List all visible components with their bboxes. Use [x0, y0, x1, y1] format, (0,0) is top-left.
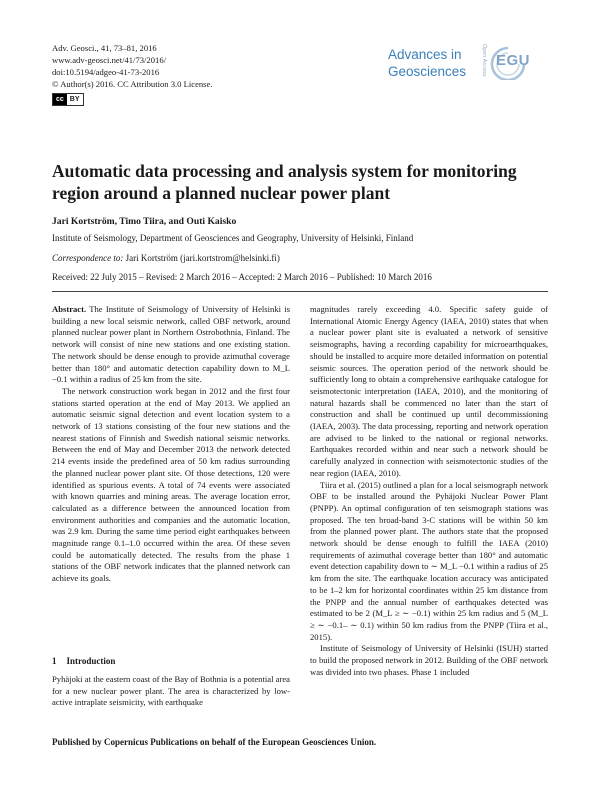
column2-paragraph-1: magnitudes rarely exceeding 4.0. Specific safety guide of International Atomic Energy Agency (IAEA, 2010) states that when a nuclear power plant site is evaluated a network of sensitive seismographs, having a recording capability for microearthquakes, should be installed to acquire more detailed information on potential seismic sources. The operation period of the network should be sufficiently long to obtain a comprehensive earthquake catalogue for seismotectonic interpretation (IAEA, 2010), and the monitoring of natural hazards shall be commenced no later than the start of construction and shall be continued up until decommissioning (IAEA, 2003). The data processing, reporting and network operation are advised to be linked to the national or regional networks. Earthquakes recorded within and near such a network should be carefully analyzed in connection with seismotectonic studies of the near region (IAEA, 2010).	[310, 304, 548, 478]
column2-paragraph-3: Institute of Seismology of University of Helsinki (ISUH) started to build the proposed network in 2012. Building of the OBF network was divided into two phases. Phase 1 included	[310, 643, 548, 677]
abstract-paragraph-2: The network construction work began in 2012 and the first four stations started operation at the end of May 2013. We applied an automatic seismic signal detection and event location system to a network of 13 stations consisting of the four new stations and the nearest stations of Finnish and Swedish national seismic networks. Between the end of May and December 2013 the network detected 214 events inside the predefined area of 50 km radius surrounding the planned nuclear power plant site. Of those detections, 120 were identified as spurious events. A total of 74 events were associated with known quarries and mining areas. The average location error, calculated as a difference between the announced location from environment authorities and companies and the automatic location, was 2.9 km. During the same time period eight earthquakes between magnitude range 0.1–1.0 occurred within the area. Of these seven could be automatically detected. The results from the phase 1 stations of the OBF network indicates that the planned network can achieve its goals.	[52, 385, 290, 584]
section-heading-introduction	[52, 656, 115, 666]
section-number: 1	[52, 656, 57, 666]
correspondence	[52, 253, 280, 263]
paper-title: Automatic data processing and analysis system for monitoring region around a planned nuclear power plant	[52, 161, 517, 203]
correspondence-value[interactable]: Jari Kortström (jari.kortstrom@helsinki.fi)	[123, 253, 280, 263]
cc-by-badge[interactable]	[52, 93, 84, 106]
affiliation: Institute of Seismology, Department of Geosciences and Geography, University of Helsinki, Finland	[52, 233, 414, 243]
open-access-label: Open Access	[481, 44, 487, 77]
abstract-label: Abstract.	[52, 304, 87, 314]
column-right	[310, 304, 548, 679]
license-statement: © Author(s) 2016. CC Attribution 3.0 License.	[52, 79, 213, 89]
journal-name-line1: Advances in	[388, 47, 462, 62]
journal-name	[388, 46, 466, 80]
introduction-paragraph-1: Pyhäjoki at the eastern coast of the Bay of Bothnia is a potential area for a new nuclear power plant. The area is characterized by low-active intraplate seismicity, with earthquake	[52, 674, 290, 708]
cc-badge-left: cc	[53, 94, 67, 105]
header-divider	[52, 291, 548, 292]
journal-brand	[388, 42, 548, 92]
article-url[interactable]: www.adv-geosci.net/41/73/2016/	[52, 55, 167, 65]
journal-name-line2: Geosciences	[388, 64, 467, 79]
publisher-footer: Published by Copernicus Publications on behalf of the European Geosciences Union.	[52, 737, 377, 747]
doi[interactable]: doi:10.5194/adgeo-41-73-2016	[52, 67, 160, 77]
abstract-text-1: The Institute of Seismology of University of Helsinki is building a new local seismic network, called OBF network, around planned nuclear power plant in Northern Ostrobothnia, Finland. The network will consist of nine new stations and one existing station. The network should be dense enough to provide azimuthal coverage better than 180° and automatic detection capability down to M_L −0.1 within a radius of 25 km from the site.	[52, 304, 290, 385]
abstract-paragraph-1	[52, 304, 290, 386]
column2-paragraph-2: Tiira et al. (2015) outlined a plan for a local seismograph network OBF to be installed around the Pyhäjoki Nuclear Power Plant (PNPP). An optimal configuration of ten seismograph stations was proposed. The ten broad-band 3-C stations will be within 50 km from the planned power plant. The authors state that the proposed network should be dense enough to fulfill the IAEA (2010) requirements of azimuthal coverage better than 180° and automatic event detection capability down to ∼ M_L −0.1 within a radius of 25 km from the site. The earthquake location accuracy was anticipated to be 1–2 km for horizontal coordinates within 25 km distance from the PNPP and the annual number of earthquakes detected was estimated to be 2 (M_L ≥ ∼ −0.1) within 25 km radius and 5 (M_L ≥ ∼ −0.1– ∼ 0.1) within 50 km radius from the PNPP (Tiira et al., 2015).	[310, 479, 548, 642]
article-metadata	[52, 42, 213, 106]
column-left	[52, 304, 290, 585]
citation: Adv. Geosci., 41, 73–81, 2016	[52, 43, 157, 53]
cc-badge-right: BY	[69, 96, 80, 103]
publication-dates: Received: 22 July 2015 – Revised: 2 March 2016 – Accepted: 2 March 2016 – Published: 10 March 2016	[52, 272, 432, 282]
correspondence-label: Correspondence to:	[52, 253, 124, 263]
authors: Jari Kortström, Timo Tiira, and Outi Kaisko	[52, 216, 237, 227]
egu-logo-text: EGU	[496, 52, 531, 69]
section-title: Introduction	[66, 656, 116, 666]
